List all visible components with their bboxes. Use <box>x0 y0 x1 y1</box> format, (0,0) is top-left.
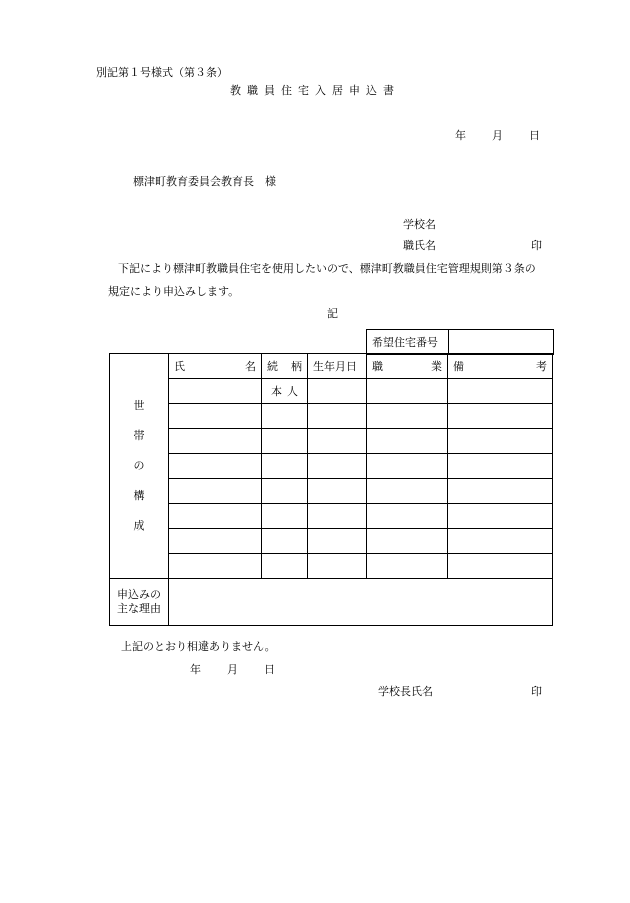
year-label: 年 <box>190 663 201 676</box>
form-number: 別記第１号様式（第３条） <box>96 66 228 79</box>
header-remarks: 備 考 <box>448 354 553 379</box>
table-row <box>110 554 553 579</box>
school-name-label: 学校名 <box>403 218 436 231</box>
requested-house-field[interactable] <box>449 330 554 355</box>
requested-house-table <box>366 329 554 355</box>
month-label: 月 <box>492 129 503 142</box>
applicant-seal-mark: 印 <box>531 239 542 252</box>
table-row <box>110 379 553 404</box>
table-row <box>110 429 553 454</box>
reason-field[interactable] <box>169 579 553 626</box>
year-label: 年 <box>455 129 466 142</box>
header-relation: 続 柄 <box>262 354 308 379</box>
household-composition-label: 世 帯 の 構 成 <box>110 354 169 579</box>
table-header-row <box>110 354 553 379</box>
body-text-line-1: 下記により標津町教職員住宅を使用したいので、標津町教職員住宅管理規則第３条の <box>118 262 536 275</box>
table-row <box>110 404 553 429</box>
day-label: 日 <box>529 129 540 142</box>
table-row <box>110 454 553 479</box>
table-row <box>110 529 553 554</box>
household-table <box>109 353 553 626</box>
table-row <box>110 504 553 529</box>
header-occupation: 職 業 <box>367 354 448 379</box>
principal-name-label: 学校長氏名 <box>378 685 433 698</box>
application-date <box>455 127 540 143</box>
ki-heading: 記 <box>327 307 338 320</box>
day-label: 日 <box>264 663 275 676</box>
applicant-name-label: 職氏名 <box>403 239 436 252</box>
document-title: 教職員住宅入居申込書 <box>230 84 400 97</box>
certification-date <box>190 661 275 677</box>
addressee: 標津町教育委員会教育長 様 <box>133 175 276 188</box>
header-name: 氏 名 <box>169 354 262 379</box>
reason-row <box>110 579 553 626</box>
header-birthdate: 生年月日 <box>308 354 367 379</box>
reason-label: 申込みの 主な理由 <box>110 579 169 626</box>
relation-self: 本 人 <box>262 379 308 404</box>
principal-seal-mark: 印 <box>531 685 542 698</box>
requested-house-label: 希望住宅番号 <box>367 330 449 355</box>
closing-statement: 上記のとおり相違ありません。 <box>121 640 276 653</box>
body-text-line-2: 規定により申込みします。 <box>108 285 240 298</box>
month-label: 月 <box>227 663 238 676</box>
table-row <box>110 479 553 504</box>
